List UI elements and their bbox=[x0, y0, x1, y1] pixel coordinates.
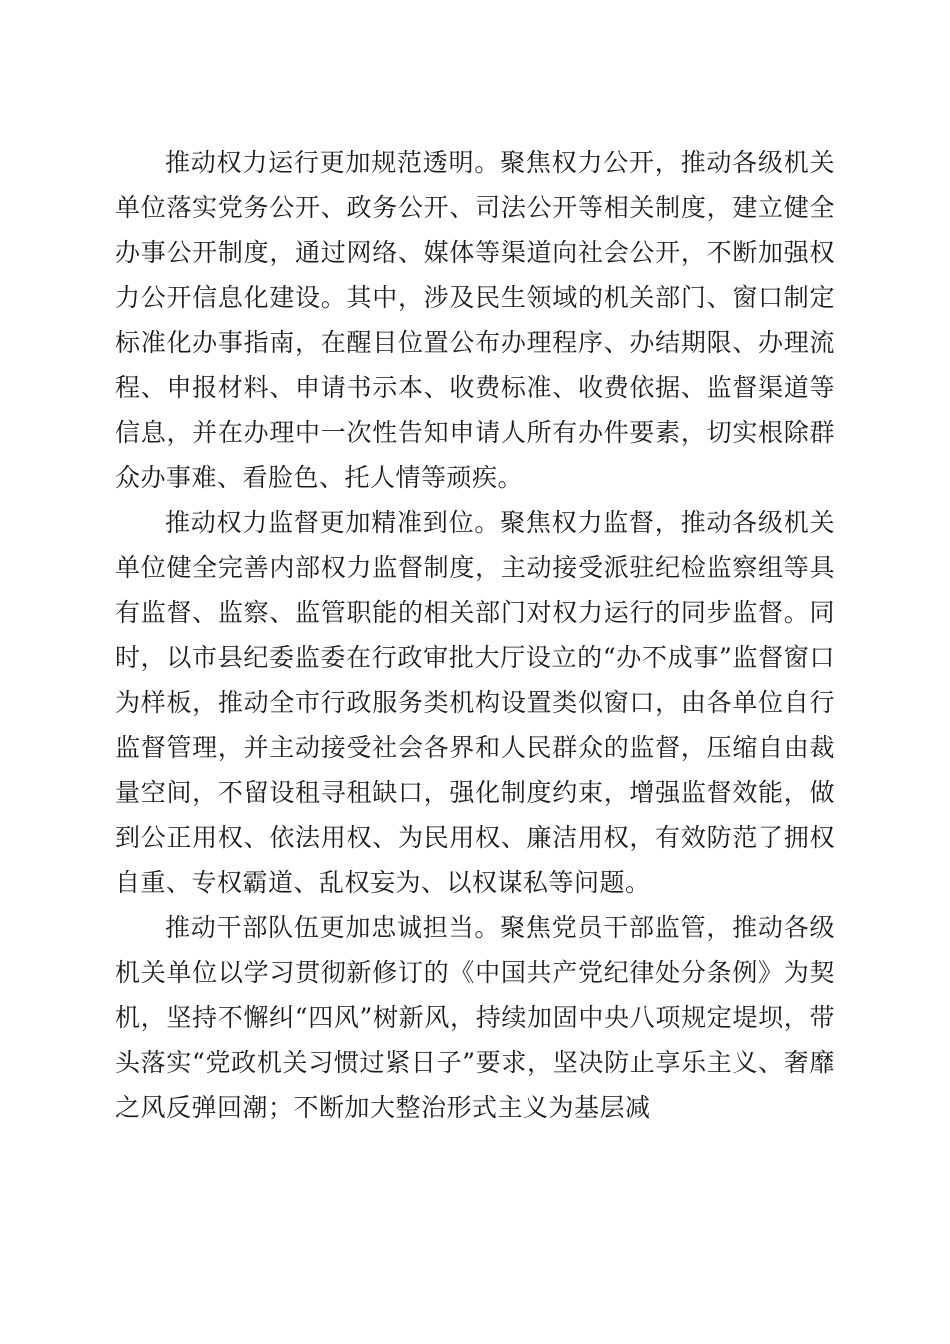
document-body bbox=[115, 140, 835, 1130]
paragraph-cadre-loyalty: 推动干部队伍更加忠诚担当。聚焦党员干部监管，推动各级机关单位以学习贯彻新修订的《中国共产党纪律处分条例》为契机，坚持不懈纠“四风”树新风，持续加固中央八项规定堤坝，带头落实“党政机关习惯过紧日子”要求，坚决防止享乐主义、奢靡之风反弹回潮；不断加大整治形式主义为基层减 bbox=[115, 913, 835, 1122]
paragraph-power-supervision: 推动权力监督更加精准到位。聚焦权力监督，推动各级机关单位健全完善内部权力监督制度，主动接受派驻纪检监察组等具有监督、监察、监管职能的相关部门对权力运行的同步监督。同时，以市县纪委监委在行政审批大厅设立的“办不成事”监督窗口为样板，推动全市行政服务类机构设置类似窗口，由各单位自行监督管理，并主动接受社会各界和人民群众的监督，压缩自由裁量空间，不留设租寻租缺口，强化制度约束，增强监督效能，做到公正用权、依法用权、为民用权、廉洁用权，有效防范了拥权自重、专权霸道、乱权妄为、以权谋私等问题。 bbox=[115, 508, 835, 897]
paragraph-power-transparency: 推动权力运行更加规范透明。聚焦权力公开，推动各级机关单位落实党务公开、政务公开、司法公开等相关制度，建立健全办事公开制度，通过网络、媒体等渠道向社会公开，不断加强权力公开信息化建设。其中，涉及民生领域的机关部门、窗口制定标准化办事指南，在醒目位置公布办理程序、办结期限、办理流程、申报材料、申请书示本、收费标准、收费依据、监督渠道等信息，并在办理中一次性告知申请人所有办件要素，切实根除群众办事难、看脸色、托人情等顽疾。 bbox=[115, 148, 835, 492]
